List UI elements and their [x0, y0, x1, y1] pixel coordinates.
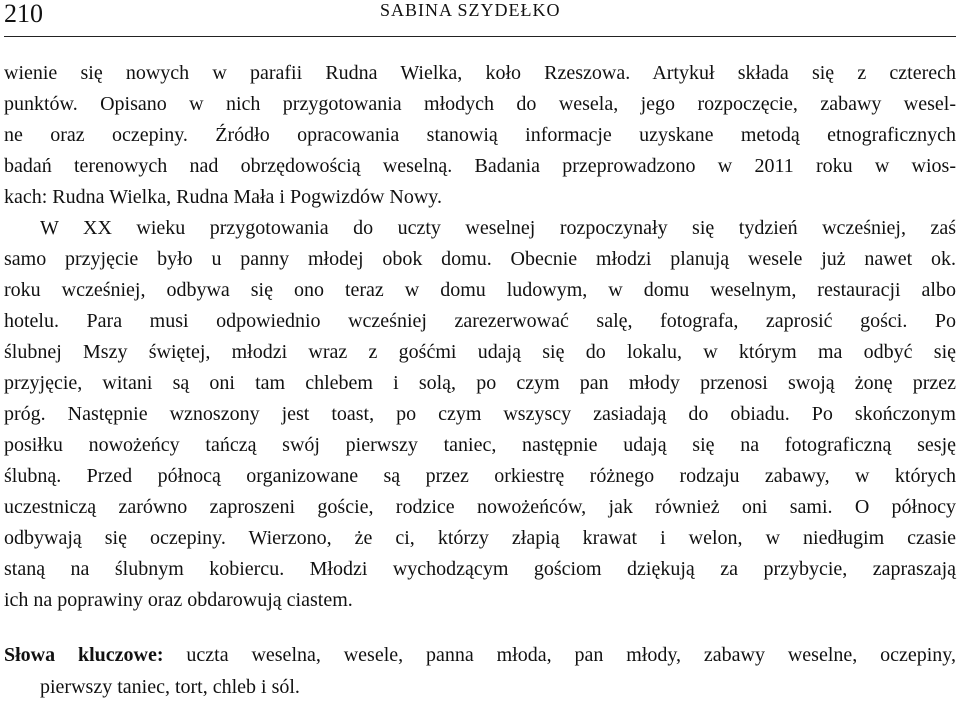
abstract-body: [4, 58, 956, 616]
text-line: ne oraz oczepiny. Źródło opracowania stanowią informacje uzyskane metodą etnograficznych: [4, 124, 956, 146]
text-line: samo przyjęcie było u panny młodej obok domu. Obecnie młodzi planują wesele już nawet ok.: [4, 248, 956, 270]
text-line: posiłku nowożeńcy tańczą swój pierwszy taniec, następnie udają się na fotograficzną sesję: [4, 434, 956, 456]
running-head: SABINA SZYDEŁKO: [380, 0, 561, 20]
keywords-section: [4, 639, 956, 703]
text-line: ich na poprawiny oraz obdarowują ciastem.: [4, 589, 353, 611]
text-line: próg. Następnie wznoszony jest toast, po czym wszyscy zasiadają do obiadu. Po skończonym: [4, 403, 956, 425]
text-line: hotelu. Para musi odpowiednio wcześniej zarezerwować salę, fotografa, zaprosić gości. Po: [4, 310, 956, 332]
page-header: [0, 0, 960, 42]
text-line: ślubną. Przed północą organizowane są przez orkiestrę różnego rodzaju zabawy, w których: [4, 465, 956, 487]
keywords-text: uczta weselna, wesele, panna młoda, pan młody, zabawy weselne, oczepiny,: [186, 644, 957, 666]
text-line: staną na ślubnym kobiercu. Młodzi wychodzącym gościom dziękują za przybycie, zapraszają: [4, 558, 956, 580]
text-line: badań terenowych nad obrzędowością weselną. Badania przeprowadzono w 2011 roku w wios-: [4, 155, 956, 177]
text-line: W XX wieku przygotowania do uczty weselnej rozpoczynały się tydzień wcześniej, zaś: [40, 217, 956, 239]
text-line: ślubnej Mszy świętej, młodzi wraz z gośćmi udają się do lokalu, w którym ma odbyć się: [4, 341, 956, 363]
text-line: przyjęcie, witani są oni tam chlebem i solą, po czym pan młody przenosi swoją żonę przez: [4, 372, 956, 394]
text-line: odbywają się oczepiny. Wierzono, że ci, którzy złapią krawat i welon, w niedługim czasie: [4, 527, 956, 549]
text-line: roku wcześniej, odbywa się ono teraz w domu ludowym, w domu weselnym, restauracji albo: [4, 279, 956, 301]
text-line: uczestniczą zarówno zaproszeni goście, rodzice nowożeńców, jak również oni sami. O północy: [4, 496, 956, 518]
page-number: 210: [4, 0, 43, 28]
header-rule: [4, 36, 956, 37]
text-line: punktów. Opisano w nich przygotowania młodych do wesela, jego rozpoczęcie, zabawy wesel-: [4, 93, 956, 115]
keywords-line: [4, 639, 956, 671]
text-line: wienie się nowych w parafii Rudna Wielka, koło Rzeszowa. Artykuł składa się z czterech: [4, 62, 956, 84]
text-line: kach: Rudna Wielka, Rudna Mała i Pogwizdów Nowy.: [4, 186, 443, 208]
keywords-label: Słowa kluczowe:: [4, 644, 164, 666]
keywords-line: pierwszy taniec, tort, chleb i sól.: [40, 676, 300, 698]
